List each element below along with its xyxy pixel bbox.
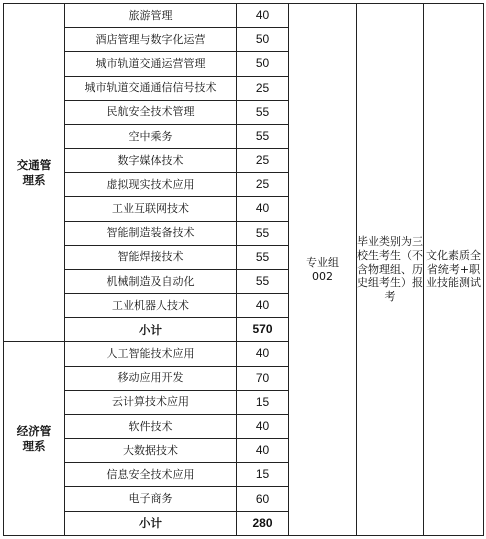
department-name-line2: 理系 [22,438,46,453]
major-quota: 55 [237,100,289,124]
major-name: 软件技术 [65,414,237,438]
major-group-label: 专业组 [306,255,339,269]
major-quota: 40 [237,439,289,463]
major-quota: 70 [237,366,289,390]
department-name [4,342,65,536]
department-name-line2: 理系 [22,172,46,187]
eligibility-requirement: 毕业类别为三校生考生（不含物理组、历史组考生）报考 [357,4,424,536]
subtotal-label: 小计 [65,318,237,342]
major-quota: 55 [237,245,289,269]
major-quota: 50 [237,28,289,52]
major-quota: 55 [237,124,289,148]
major-name: 数字媒体技术 [65,149,237,173]
major-name: 大数据技术 [65,439,237,463]
major-name: 城市轨道交通通信信号技术 [65,76,237,100]
major-name: 空中乘务 [65,124,237,148]
subtotal-value: 570 [237,318,289,342]
major-name: 虚拟现实技术应用 [65,173,237,197]
major-quota: 60 [237,487,289,511]
subtotal-value: 280 [237,511,289,535]
department-name-line1: 交通管 [16,158,52,173]
major-group [289,4,357,536]
major-name: 移动应用开发 [65,366,237,390]
major-name: 人工智能技术应用 [65,342,237,366]
major-name: 工业机器人技术 [65,294,237,318]
major-name: 城市轨道交通运营管理 [65,52,237,76]
major-name: 酒店管理与数字化运营 [65,28,237,52]
major-name: 工业互联网技术 [65,197,237,221]
major-quota: 50 [237,52,289,76]
table-row [4,4,484,28]
major-quota: 25 [237,173,289,197]
major-quota: 25 [237,76,289,100]
major-name: 电子商务 [65,487,237,511]
table-body [4,4,484,536]
major-name: 智能焊接技术 [65,245,237,269]
major-quota: 25 [237,149,289,173]
subtotal-label: 小计 [65,511,237,535]
major-name: 云计算技术应用 [65,390,237,414]
department-name-line1: 经济管 [16,424,52,439]
admission-plan-table [3,3,484,536]
major-name: 机械制造及自动化 [65,269,237,293]
exam-method: 文化素质全省统考+职业技能测试 [424,4,484,536]
major-quota: 40 [237,414,289,438]
major-quota: 55 [237,221,289,245]
major-name: 智能制造装备技术 [65,221,237,245]
major-name: 旅游管理 [65,4,237,28]
major-quota: 15 [237,390,289,414]
major-quota: 55 [237,269,289,293]
major-group-code: 002 [312,269,333,283]
major-quota: 40 [237,197,289,221]
major-quota: 40 [237,342,289,366]
major-quota: 15 [237,463,289,487]
department-name [4,4,65,342]
major-name: 信息安全技术应用 [65,463,237,487]
major-quota: 40 [237,294,289,318]
major-name: 民航安全技术管理 [65,100,237,124]
major-quota: 40 [237,4,289,28]
